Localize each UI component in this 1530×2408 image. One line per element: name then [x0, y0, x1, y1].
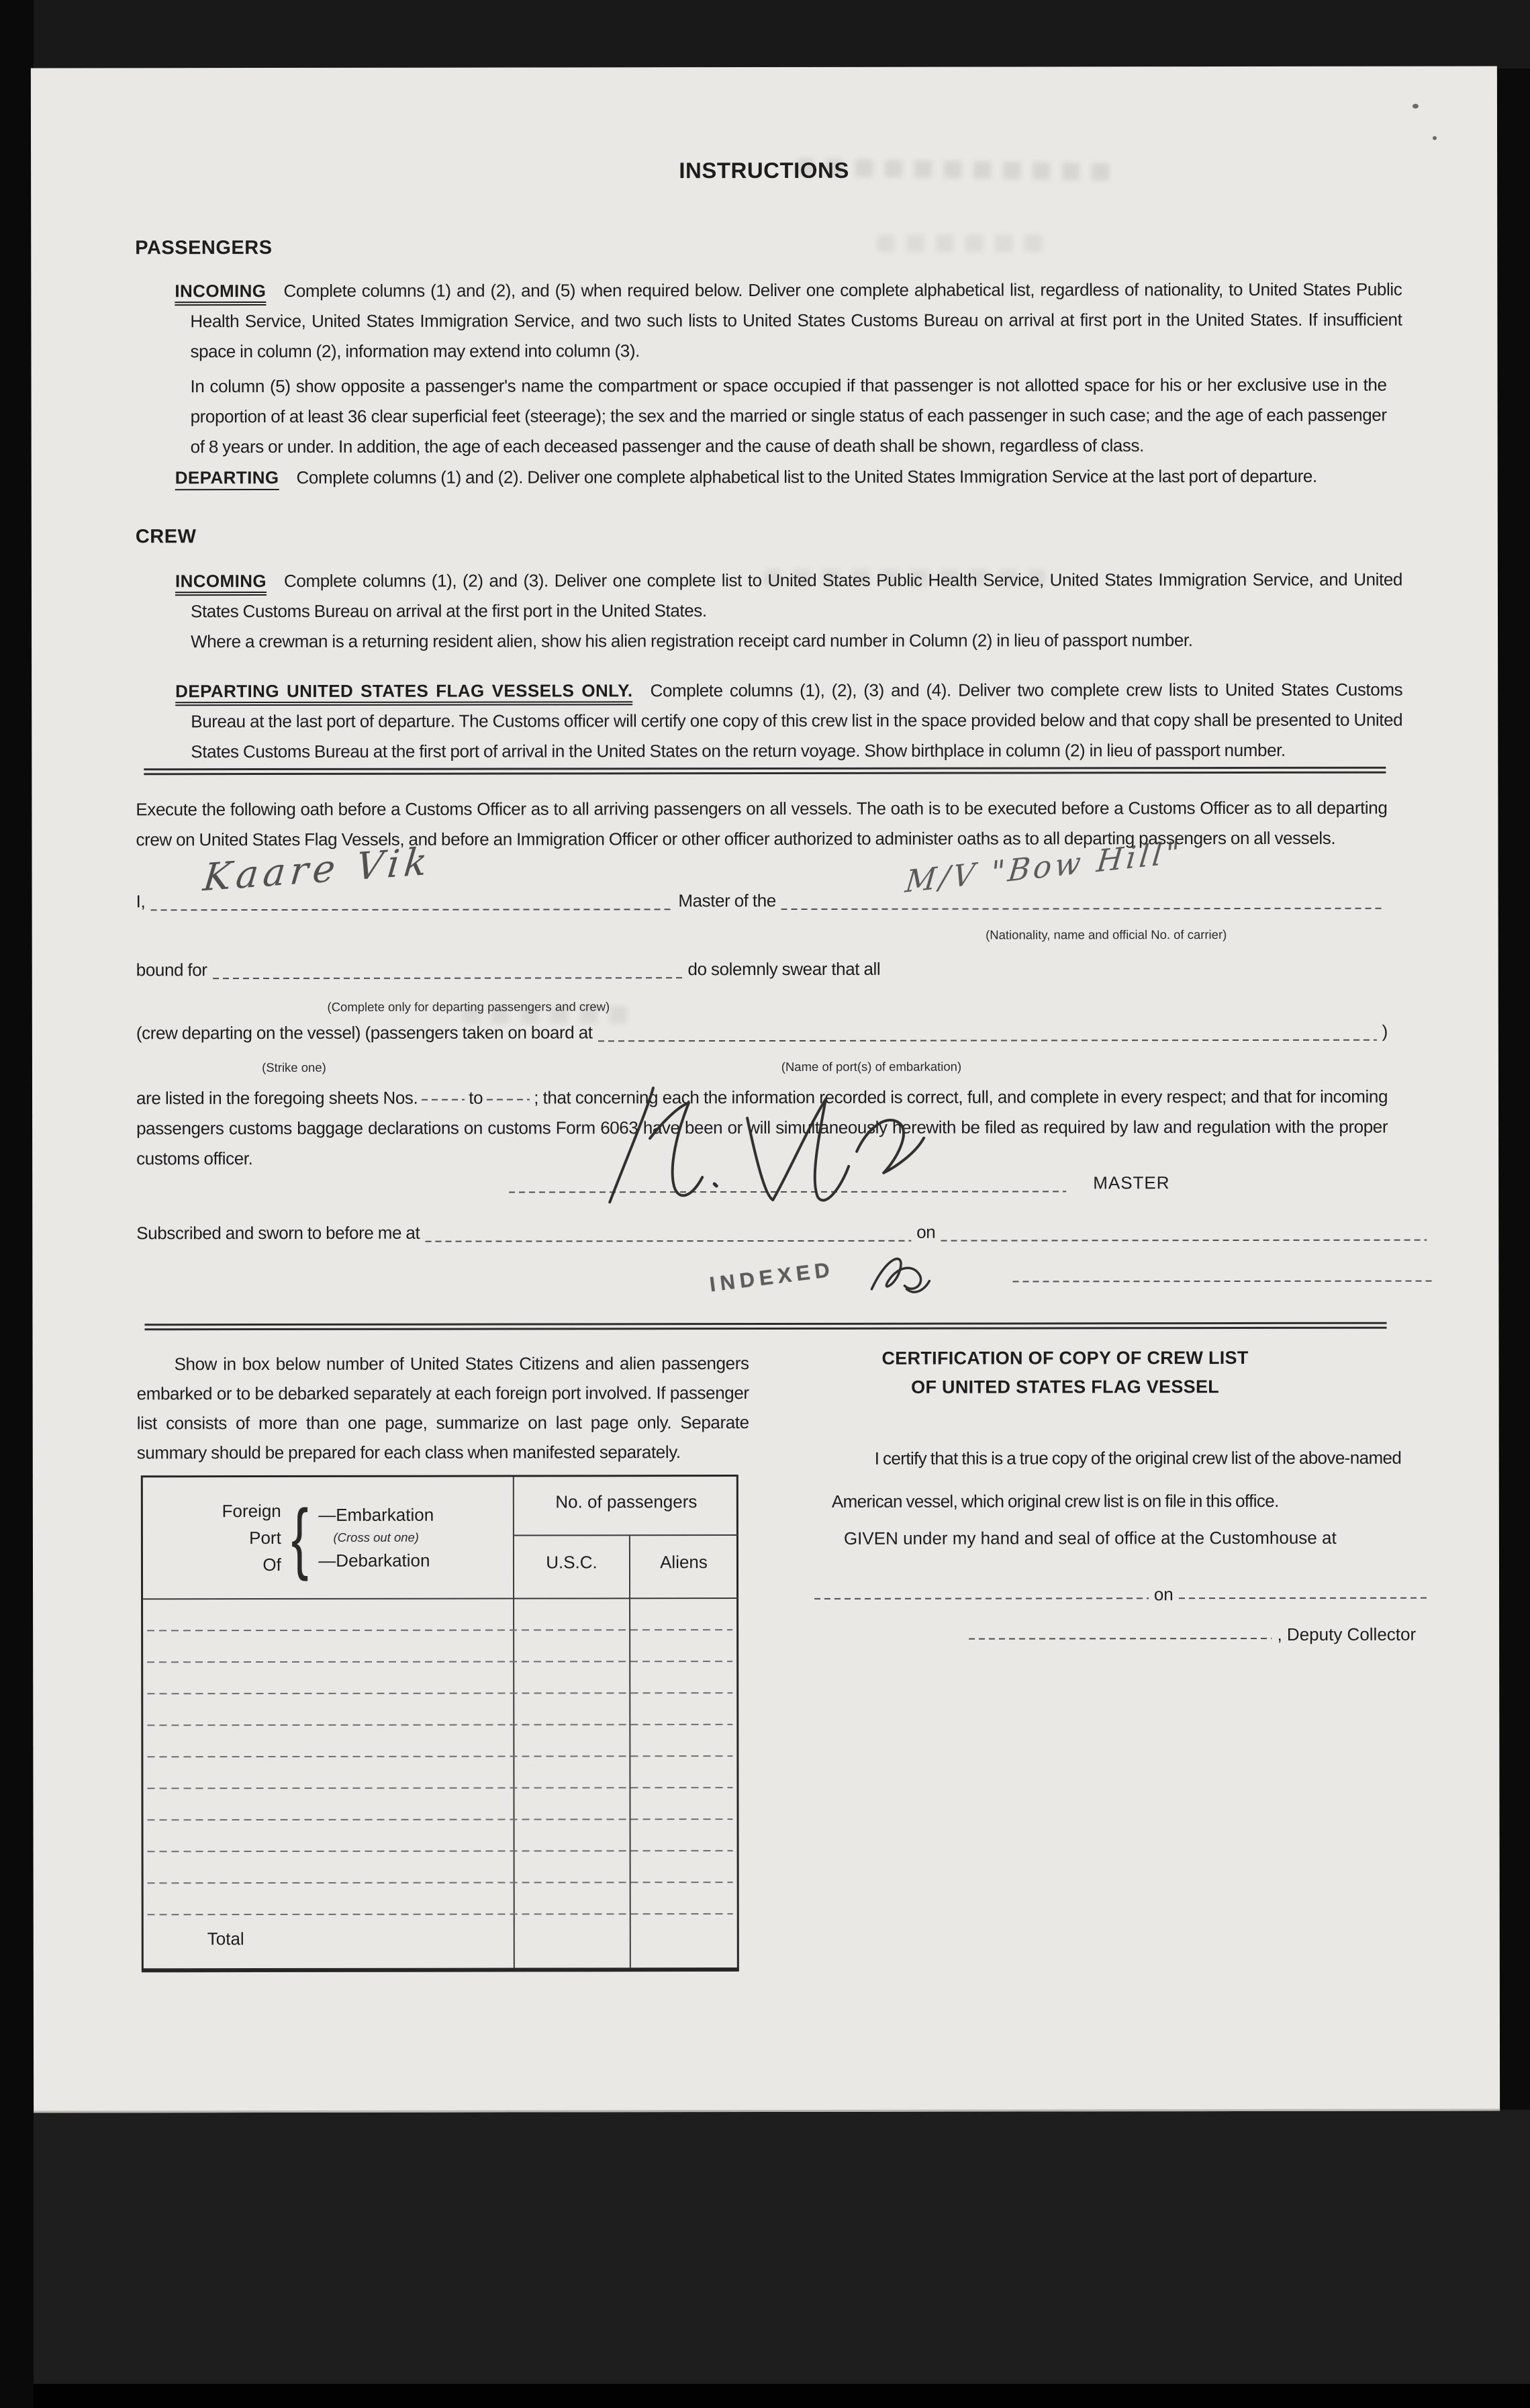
- departing-flag-label: DEPARTING UNITED STATES FLAG VESSELS ONLY.: [175, 680, 632, 706]
- indexed-row-blank: [1012, 1281, 1432, 1283]
- to-label: to: [469, 1087, 483, 1108]
- aliens-column-label: Aliens: [660, 1552, 708, 1573]
- usc-column-label: U.S.C.: [546, 1552, 597, 1573]
- ink-speck: [1413, 104, 1419, 109]
- embark-port-caption: (Name of port(s) of embarkation): [781, 1059, 962, 1074]
- customhouse-date-blank: [1179, 1597, 1429, 1600]
- table-row: [143, 1757, 736, 1789]
- cross-out-caption: (Cross out one): [333, 1530, 419, 1544]
- deputy-signature-blank: [969, 1638, 1272, 1640]
- strike-line-text: (crew departing on the vessel) (passengers taken on board at: [136, 1022, 593, 1044]
- column5-paragraph: In column (5) show opposite a passenger's name the compartment or space occupied if that passenger is not allotted space for his or her exclusive use in the proportion of at least 36 clear superficial feet (steerage); the sex and the married or single status of each passenger in such case; and the age of each passenger of 8 years or under. In addition, the age of each deceased passenger and the cause of death shall be shown, regardless of class.: [190, 374, 1387, 457]
- concerning-text: ; that concerning each the information recorded is correct, full, and complete in every respect; and that for incoming passengers customs baggage declarations on customs Form 6063 have been or will simultaneously herewith be filed as required by law and regulation with the proper customs officer.: [136, 1086, 1388, 1169]
- departing-flag-text: Complete columns (1), (2), (3) and (4). Deliver two complete crew lists to United States Customs Bureau at the last port of departure. The Customs officer will certify one copy of this crew list in the space provided below and that copy shall be presented to United States Customs Bureau at the first port of arrival in the United States on the return voyage. Show birthplace in column (2) in lieu of passport number.: [191, 679, 1403, 762]
- indexed-stamp: INDEXED: [708, 1257, 836, 1297]
- foreign-port-line2: Port: [249, 1528, 281, 1548]
- section-divider-rule: [144, 1322, 1386, 1331]
- page-title: INSTRUCTIONS: [679, 157, 849, 183]
- passenger-summary-table: [141, 1475, 739, 1972]
- table-row: [143, 1725, 736, 1757]
- table-row: [143, 1662, 736, 1694]
- table-row: [143, 1599, 736, 1631]
- bleed-through-smudge: [877, 234, 1051, 252]
- master-of-the-label: Master of the: [678, 890, 776, 911]
- passengers-header-label: No. of passengers: [555, 1491, 698, 1512]
- table-row: [144, 1851, 737, 1884]
- table-row: [144, 1820, 737, 1852]
- brace-glyph: {: [291, 1493, 309, 1582]
- certification-heading-line1: CERTIFICATION OF COPY OF CREW LIST: [881, 1347, 1249, 1369]
- embarkation-row: [136, 1016, 1388, 1049]
- carrier-caption: (Nationality, name and official No. of carrier): [986, 927, 1227, 942]
- certification-section: [777, 1348, 1435, 1724]
- resident-alien-paragraph: Where a crewman is a returning resident alien, show his alien registration receipt card number in Column (2) in lieu of passport number.: [191, 630, 1193, 652]
- scanner-background-bottom: [0, 2110, 1530, 2384]
- departing-text: Complete columns (1) and (2). Deliver one complete alphabetical list to the United States Immigration Service at the last port of departure.: [296, 465, 1317, 488]
- table-total-row: Total: [207, 1929, 244, 1949]
- customhouse-place-blank: [814, 1597, 1149, 1600]
- subscribed-date-blank: [941, 1240, 1427, 1242]
- incoming-label: INCOMING: [175, 281, 266, 306]
- subscribed-label: Subscribed and sworn to before me at: [136, 1222, 420, 1244]
- scanner-background-foot: [0, 2384, 1530, 2408]
- incoming-text: Complete columns (1) and (2), and (5) when required below. Deliver one complete alphabetical list, regardless of nationality, to United States Public Health Service, United States Immigration Service, and two such lists to United States Customs Bureau on arrival at first port in the United States. If insufficient space in column (2), information may extend into column (3).: [190, 279, 1402, 362]
- foreign-port-header-cell: [143, 1477, 513, 1600]
- subscribed-place-blank: [425, 1240, 911, 1242]
- master-label: MASTER: [1093, 1172, 1170, 1193]
- table-row: [143, 1788, 736, 1820]
- crew-incoming-text: Complete columns (1), (2) and (3). Deliver one complete list to United States Public Health Service, United States Immigration Service, and United States Customs Bureau on arrival at the first port in the United States.: [190, 569, 1402, 622]
- foreign-port-label: [222, 1497, 281, 1578]
- handwritten-vessel-name: M/V "Bow Hill": [903, 834, 1185, 900]
- certification-on-label: on: [1153, 1584, 1174, 1605]
- sheets-text: are listed in the foregoing sheets Nos.: [136, 1087, 418, 1109]
- subscribed-on-label: on: [916, 1221, 936, 1242]
- ink-speck: [1433, 136, 1437, 140]
- certification-heading-line2: OF UNITED STATES FLAG VESSEL: [911, 1377, 1220, 1397]
- departing-label: DEPARTING: [175, 467, 279, 490]
- certification-given-text: GIVEN under my hand and seal of office at the Customhouse at: [843, 1527, 1337, 1548]
- embark-debark-labels: [318, 1503, 434, 1572]
- indexed-initials-handwriting: [863, 1248, 937, 1308]
- scanner-background-left: [0, 0, 34, 2408]
- sheet-no-to-blank: [487, 1099, 530, 1100]
- embarkation-option: —Embarkation: [318, 1504, 434, 1525]
- handwritten-master-name: Kaare Vik: [201, 839, 434, 900]
- bound-for-row: [136, 953, 1388, 986]
- crew-heading: CREW: [135, 526, 197, 548]
- sheet-no-from-blank: [422, 1099, 465, 1101]
- i-label: I,: [136, 891, 146, 912]
- passengers-incoming-paragraph: [175, 275, 1402, 367]
- master-name-blank: [150, 909, 673, 911]
- section-divider-rule: [144, 767, 1386, 776]
- oath-intro-paragraph: Execute the following oath before a Customs Officer as to all arriving passengers on all vessels. The oath is to be executed before a Customs Officer as to all departing crew on United States Flag Vessels, and before an Immigration Officer or other officer authorized to administer oaths as to all departing passengers on all vessels.: [136, 797, 1388, 850]
- table-body: [143, 1599, 737, 1968]
- bound-for-caption: (Complete only for departing passengers and crew): [327, 999, 610, 1014]
- subscribed-row: [136, 1216, 1432, 1249]
- master-signature-handwriting: [589, 1071, 952, 1226]
- close-paren: ): [1382, 1021, 1388, 1041]
- scanner-background-top: [0, 0, 1530, 68]
- summary-note: Show in box below number of United States Citizens and alien passengers embarked or to be debarked separately at each foreign port involved. If passenger list consists of more than one page, summarize on last page only. Separate summary should be prepared for each class when manifested separately.: [136, 1353, 749, 1463]
- passenger-header-divider: [514, 1534, 738, 1536]
- debarkation-option: —Debarkation: [318, 1550, 430, 1571]
- passengers-heading: PASSENGERS: [135, 237, 273, 259]
- vessel-name-blank: [781, 908, 1382, 910]
- swear-text: do solemnly swear that all: [687, 958, 881, 980]
- foreign-port-line3: Of: [262, 1555, 281, 1575]
- table-row: [143, 1630, 736, 1663]
- crew-incoming-label: INCOMING: [175, 571, 267, 596]
- foreign-port-line1: Foreign: [222, 1501, 281, 1522]
- form-page: [31, 66, 1500, 2113]
- strike-one-caption: (Strike one): [262, 1060, 326, 1075]
- passengers-departing-paragraph: [175, 461, 1402, 494]
- embarkation-port-blank: [598, 1039, 1377, 1042]
- table-row: [144, 1883, 737, 1915]
- deputy-collector-label: , Deputy Collector: [1277, 1624, 1417, 1645]
- certification-on-row: [809, 1584, 1435, 1606]
- table-row: [143, 1694, 736, 1726]
- crew-incoming-paragraph: [175, 565, 1402, 627]
- bound-for-label: bound for: [136, 960, 207, 980]
- certification-body: I certify that this is a true copy of the original crew list of the above-named American vessel, which original crew list is on file in this office.: [831, 1447, 1402, 1512]
- bound-for-blank: [213, 977, 683, 979]
- passenger-count-header-cell: [514, 1477, 738, 1599]
- departing-flag-paragraph: [175, 675, 1402, 768]
- certification-deputy-row: [963, 1624, 1416, 1646]
